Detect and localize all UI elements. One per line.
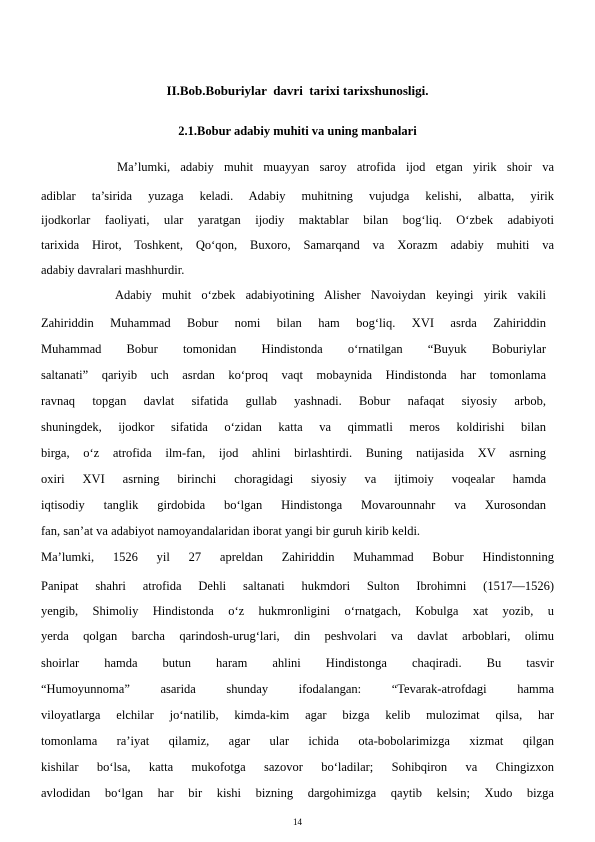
- paragraph-1-line: ijodkorlar faoliyati, ular yaratgan ijodiy maktablar bilan bog‘liq. O‘zbek adabiyoti: [41, 213, 554, 227]
- paragraph-2-line: ravnaq topgan davlat sifatida gullab yashnadi. Bobur nafaqat siyosiy arbob,: [41, 394, 546, 408]
- paragraph-1-line: adabiy davralari mashhurdir.: [41, 263, 185, 277]
- paragraph-2-line: Adabiy muhit o‘zbek adabiyotining Alisher Navoiydan keyingi yirik vakili: [115, 288, 546, 302]
- paragraph-2-line: shuningdek, ijodkor sifatida o‘zidan katta va qimmatli meros koldirishi bilan: [41, 420, 546, 434]
- paragraph-2-line: Muhammad Bobur tomonidan Hindistonda o‘rnatilgan “Buyuk Boburiylar: [41, 342, 546, 356]
- paragraph-2-line: Zahiriddin Muhammad Bobur nomi bilan ham bog‘liq. XVI asrda Zahiriddin: [41, 316, 546, 330]
- paragraph-1-line: adiblar ta’sirida yuzaga keladi. Adabiy muhitning vujudga kelishi, albatta, yirik: [41, 189, 554, 203]
- section-title: 2.1.Bobur adabiy muhiti va uning manbalari: [178, 124, 417, 138]
- paragraph-2-line: birga, o‘z atrofida ilm-fan, ijod ahlini birlashtirdi. Buning natijasida XV asrning: [41, 446, 546, 460]
- paragraph-2-line: iqtisodiy tanglik girdobida bo‘lgan Hindistonga Movarounnahr va Xurosondan: [41, 498, 546, 512]
- paragraph-3-line: viloyatlarga elchilar jo‘natilib, kimda-kim agar bizga kelib mulozimat qilsa, har: [41, 708, 554, 722]
- chapter-title: II.Bob.Boburiylar davri tarixi tarixshunosligi.: [166, 83, 429, 98]
- paragraph-1-line: Ma’lumki, adabiy muhit muayyan saroy atrofida ijod etgan yirik shoir va: [117, 160, 554, 174]
- paragraph-3-line: avlodidan bo‘lgan har bir kishi bizning dargohimizga qaytib kelsin; Xudo bizga: [41, 786, 554, 800]
- paragraph-3-line: kishilar bo‘lsa, katta mukofotga sazovor bo‘ladilar; Sohibqiron va Chingizxon: [41, 760, 554, 774]
- paragraph-3-line: tomonlama ra’iyat qilamiz, agar ular ichida ota-bobolarimizga xizmat qilgan: [41, 734, 554, 748]
- paragraph-3-line: Ma’lumki, 1526 yil 27 apreldan Zahiriddin Muhammad Bobur Hindistonning: [41, 550, 554, 564]
- paragraph-3-line: shoirlar hamda butun haram ahlini Hindistonga chaqiradi. Bu tasvir: [41, 656, 554, 670]
- paragraph-3-line: “Humoyunnoma” asarida shunday ifodalangan: “Tevarak-atrofdagi hamma: [41, 682, 554, 696]
- page-number: 14: [293, 817, 302, 827]
- paragraph-2-line: oxiri XVI asrning birinchi choragidagi siyosiy va ijtimoiy voqealar hamda: [41, 472, 546, 486]
- paragraph-1-line: tarixida Hirot, Toshkent, Qo‘qon, Buxoro, Samarqand va Xorazm adabiy muhiti va: [41, 238, 554, 252]
- paragraph-3-line: yengib, Shimoliy Hindistonda o‘z hukmronligini o‘rnatgach, Kobulga xat yozib, u: [41, 604, 554, 618]
- paragraph-3-line: yerda qolgan barcha qarindosh-urug‘lari, din peshvolari va davlat arboblari, olimu: [41, 629, 554, 643]
- paragraph-2-line: saltanati” qariyib uch asrdan ko‘proq vaqt mobaynida Hindistonda har tomonlama: [41, 368, 546, 382]
- paragraph-2-line: fan, san’at va adabiyot namoyandalaridan iborat yangi bir guruh kirib keldi.: [41, 524, 421, 538]
- paragraph-3-line: Panipat shahri atrofida Dehli saltanati hukmdori Sulton Ibrohimni (1517—1526): [41, 579, 554, 593]
